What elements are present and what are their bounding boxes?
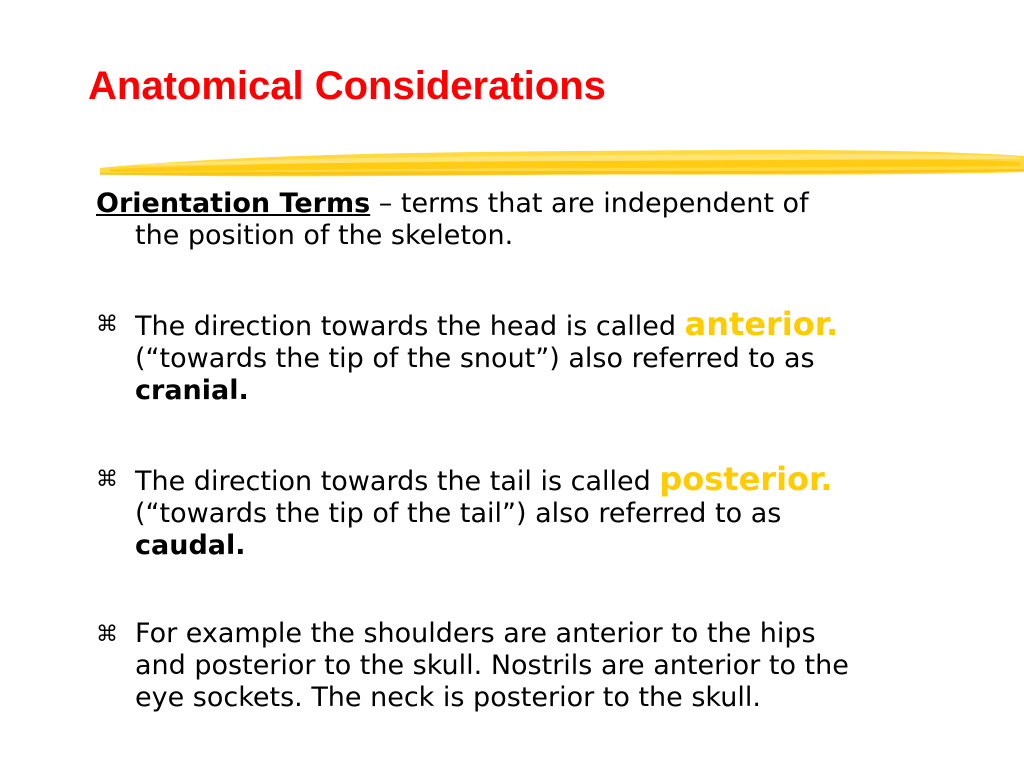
bullet-anterior xyxy=(96,305,996,407)
z-bullet-icon: ⌘ xyxy=(96,622,118,647)
anterior-highlight: anterior. xyxy=(684,305,839,343)
yellow-brush-stroke-divider xyxy=(100,142,1024,188)
bullet-line: eye sockets. The neck is posterior to the skull. xyxy=(135,682,761,713)
bullet-posterior xyxy=(96,460,996,562)
bullet-line: (“towards the tip of the tail”) also referred to as xyxy=(135,498,782,529)
bullet-text: The direction towards the tail is called xyxy=(135,466,660,497)
caudal-term: caudal. xyxy=(135,530,246,561)
slide-body xyxy=(96,188,996,714)
intro-definition: – terms that are independent of xyxy=(370,188,809,219)
intro-paragraph xyxy=(96,188,996,252)
bullet-line: For example the shoulders are anterior to the hips xyxy=(135,618,816,649)
bullet-line xyxy=(135,460,996,498)
cranial-term: cranial. xyxy=(135,375,249,406)
slide-title: Anatomical Considerations xyxy=(88,64,606,108)
bullet-text: The direction towards the head is called xyxy=(135,311,685,342)
z-bullet-icon: ⌘ xyxy=(96,467,118,492)
intro-definition-line2: the position of the skeleton. xyxy=(135,220,514,251)
bullet-line: and posterior to the skull. Nostrils are anterior to the xyxy=(135,650,849,681)
bullet-line: (“towards the tip of the snout”) also referred to as xyxy=(135,343,815,374)
z-bullet-icon: ⌘ xyxy=(96,312,118,337)
bullet-line xyxy=(135,305,996,343)
bullet-example xyxy=(96,618,996,714)
posterior-highlight: posterior. xyxy=(659,460,833,498)
orientation-terms-heading: Orientation Terms xyxy=(96,188,371,219)
